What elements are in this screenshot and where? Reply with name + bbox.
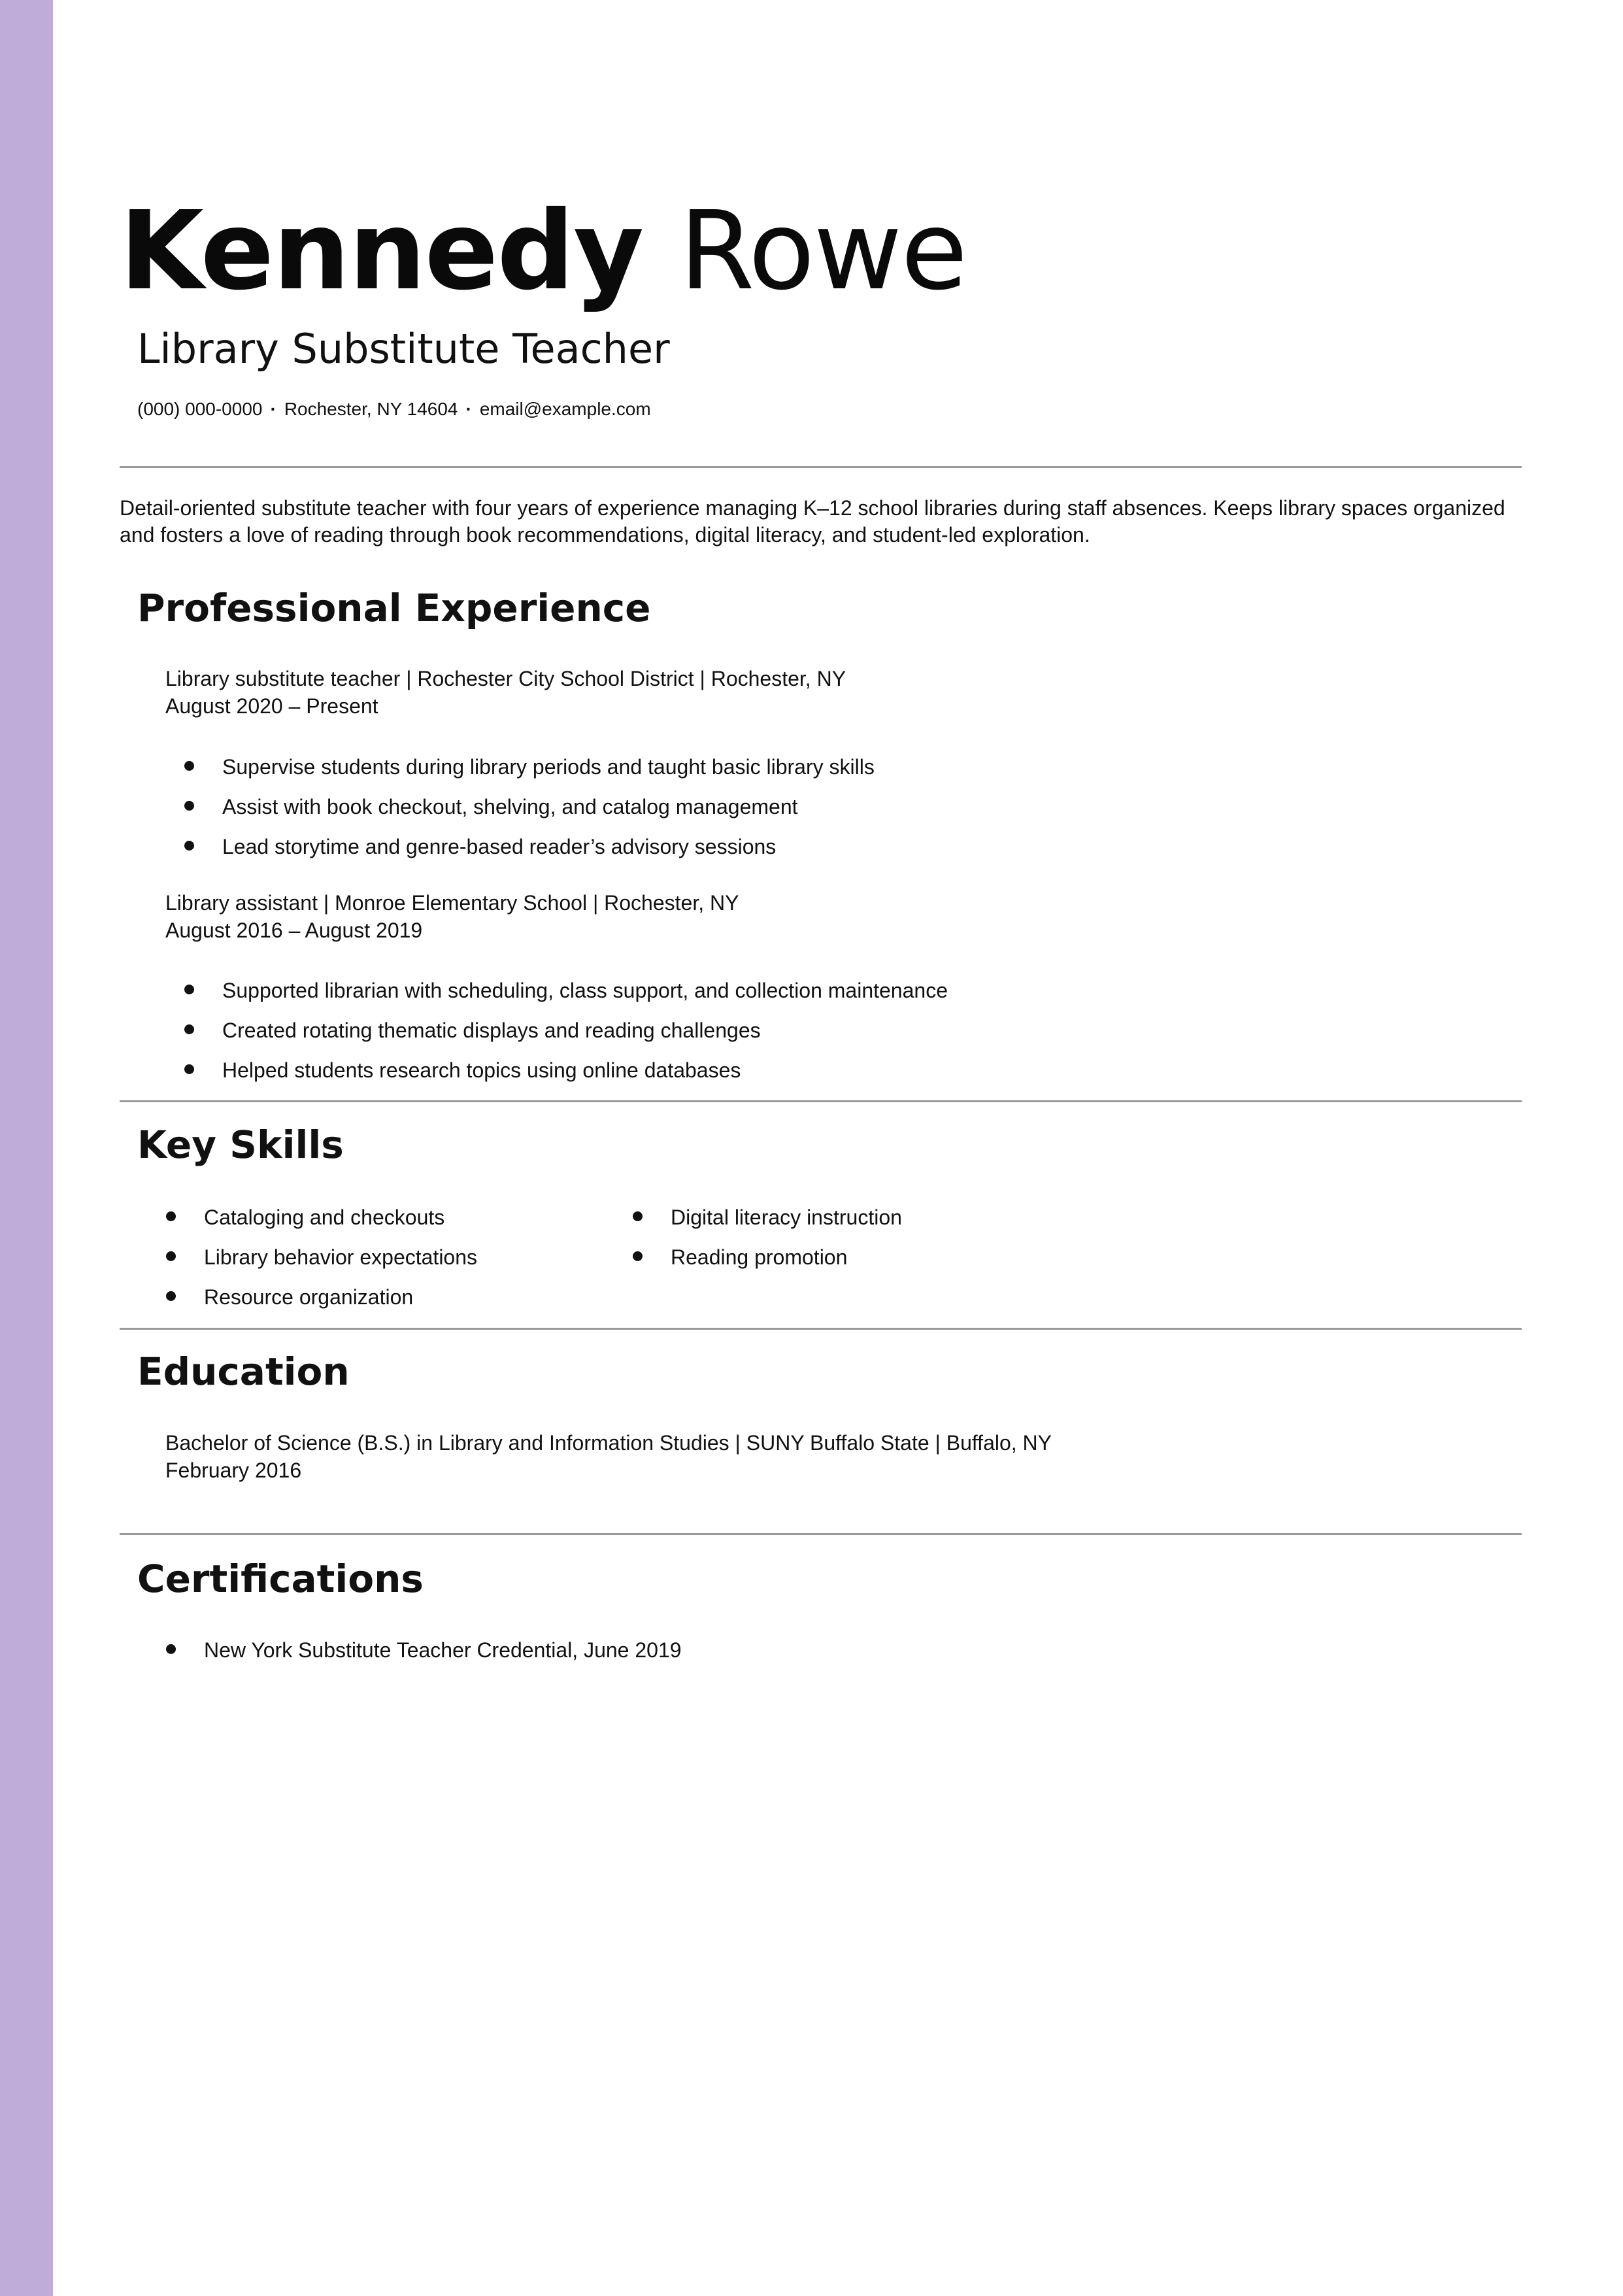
skills-column-left	[166, 1204, 477, 1323]
skill-text: Cataloging and checkouts	[204, 1206, 445, 1229]
summary	[120, 495, 1531, 549]
bullet-icon	[633, 1211, 643, 1221]
list-item	[166, 1243, 477, 1283]
list-item	[184, 977, 948, 1017]
bullet-icon	[166, 1251, 176, 1261]
list-item	[184, 1056, 948, 1096]
bullet-icon	[184, 985, 194, 994]
skill-text: Reading promotion	[671, 1245, 848, 1269]
job-bullets	[184, 753, 875, 873]
bullet-text: Supported librarian with scheduling, class support, and collection maintenance	[222, 979, 948, 1002]
list-item	[633, 1243, 902, 1283]
list-item	[184, 753, 875, 793]
skill-text: Digital literacy instruction	[671, 1206, 902, 1229]
bullet-icon	[184, 801, 194, 811]
certification-text: New York Substitute Teacher Credential, June 2019	[204, 1638, 682, 1662]
contact-separator: ·	[270, 399, 276, 419]
email: email@example.com	[479, 399, 651, 419]
bullet-text: Lead storytime and genre-based reader’s advisory sessions	[222, 835, 777, 858]
section-heading-certifications: Certifications	[137, 1557, 424, 1601]
bullet-text: Supervise students during library periods and taught basic library skills	[222, 755, 875, 779]
bullet-icon	[166, 1291, 176, 1301]
bullet-text: Helped students research topics using online databases	[222, 1058, 741, 1082]
list-item	[184, 833, 875, 873]
contact-separator: ·	[465, 399, 472, 419]
bullet-icon	[184, 761, 194, 771]
list-item	[166, 1204, 477, 1243]
first-name: Kennedy	[120, 188, 643, 314]
divider	[120, 466, 1522, 468]
list-item	[166, 1283, 477, 1323]
list-item	[166, 1636, 682, 1676]
job-title: Library Substitute Teacher	[137, 325, 670, 373]
list-item	[184, 1017, 948, 1056]
candidate-name	[120, 186, 966, 317]
graduation-date: February 2016	[165, 1459, 302, 1482]
phone: (000) 000-0000	[137, 399, 263, 419]
bullet-icon	[633, 1251, 643, 1261]
degree-line: Bachelor of Science (B.S.) in Library and Information Studies | SUNY Buffalo State | Buffalo, NY	[165, 1431, 1052, 1455]
job-title-line: Library assistant | Monroe Elementary School | Rochester, NY	[165, 891, 739, 915]
list-item	[184, 793, 875, 833]
bullet-icon	[166, 1211, 176, 1221]
job-dates: August 2020 – Present	[165, 694, 378, 718]
summary-text: Detail-oriented substitute teacher with four years of experience managing K–12 school libraries during staff absences. Keeps library spaces organized and fosters a love of reading through book recommendations, digital literacy, and student-led exploration.	[120, 496, 1505, 547]
list-item	[633, 1204, 902, 1243]
job-dates: August 2016 – August 2019	[165, 919, 423, 942]
divider	[120, 1100, 1522, 1102]
divider	[120, 1533, 1522, 1535]
bullet-icon	[184, 1064, 194, 1074]
bullet-icon	[166, 1644, 176, 1654]
bullet-text: Created rotating thematic displays and reading challenges	[222, 1019, 761, 1042]
accent-sidebar	[0, 0, 53, 2296]
job-bullets	[184, 977, 948, 1096]
skills-column-right	[633, 1204, 902, 1283]
last-name: Rowe	[679, 188, 967, 314]
section-heading-skills: Key Skills	[137, 1123, 344, 1167]
job-title-line: Library substitute teacher | Rochester City School District | Rochester, NY	[165, 667, 846, 690]
bullet-text: Assist with book checkout, shelving, and catalog management	[222, 795, 798, 819]
bullet-icon	[184, 1024, 194, 1034]
section-heading-education: Education	[137, 1349, 350, 1394]
bullet-icon	[184, 841, 194, 851]
certifications-list	[166, 1636, 682, 1676]
location: Rochester, NY 14604	[284, 399, 458, 419]
contact-info	[137, 396, 651, 422]
skill-text: Resource organization	[204, 1285, 414, 1309]
skill-text: Library behavior expectations	[204, 1245, 478, 1269]
section-heading-experience: Professional Experience	[137, 586, 651, 630]
divider	[120, 1328, 1522, 1330]
